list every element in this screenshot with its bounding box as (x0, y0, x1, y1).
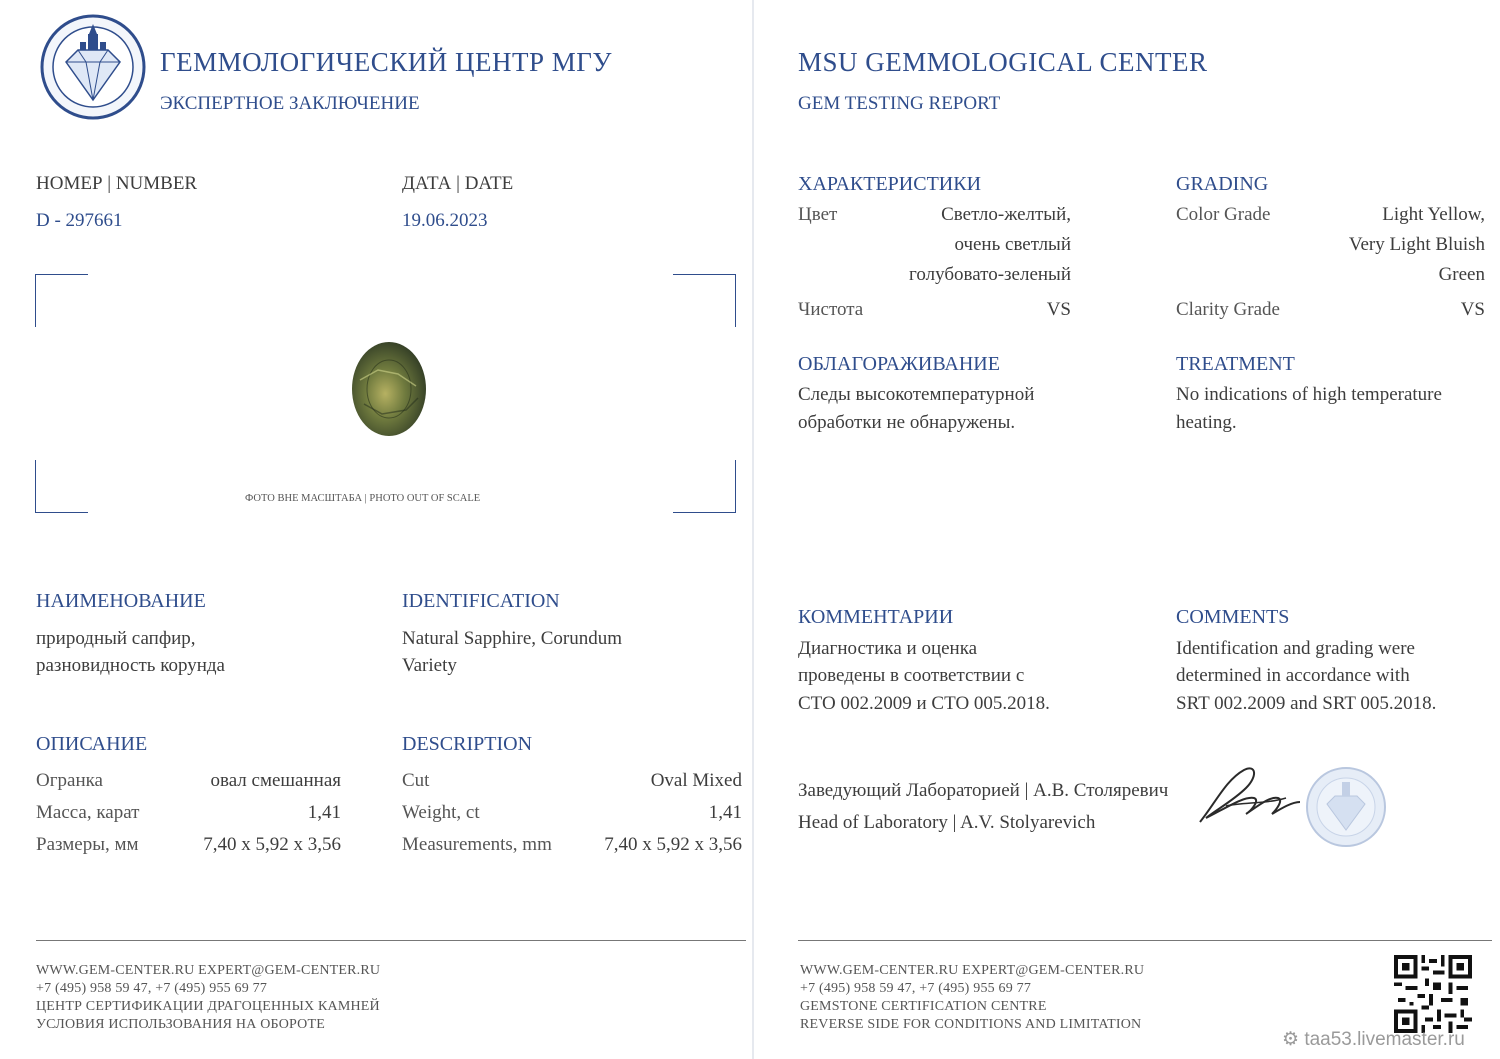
clarity-label-ru: Чистота (798, 299, 864, 320)
photo-frame-corner-tr (673, 274, 736, 327)
desc-ru-value: 1,41 (307, 802, 341, 823)
org-title-en: MSU GEMMOLOGICAL CENTER (798, 47, 1208, 77)
color-label-ru: Цвет (798, 204, 838, 225)
treatment-ru-line2: обработки не обнаружены. (798, 412, 1016, 433)
desc-en-label: Cut (402, 770, 430, 791)
desc-en-value: 7,40 x 5,92 x 3,56 (604, 834, 742, 855)
treatment-ru-heading: ОБЛАГОРАЖИВАНИЕ (798, 353, 1000, 375)
watermark-text: taa53.livemaster.ru (1304, 1029, 1465, 1050)
signature-ru: Заведующий Лабораторией | А.В. Столяревич (798, 780, 1169, 801)
desc-en-value: 1,41 (708, 802, 742, 823)
gemstone-photo (350, 340, 428, 443)
desc-ru-label: Масса, карат (36, 802, 140, 823)
treatment-en-heading: TREATMENT (1176, 353, 1295, 375)
footer-right-contacts: WWW.GEM-CENTER.RU EXPERT@GEM-CENTER.RU (800, 963, 1145, 978)
naming-en-line1: Natural Sapphire, Corundum (402, 628, 623, 649)
naming-ru-heading: НАИМЕНОВАНИЕ (36, 590, 206, 612)
desc-ru-value: 7,40 x 5,92 x 3,56 (203, 834, 341, 855)
desc-ru-label: Размеры, мм (36, 834, 139, 855)
date-value: 19.06.2023 (402, 210, 488, 231)
desc-ru-value: овал смешанная (210, 770, 341, 791)
photo-frame-corner-tl (35, 274, 88, 327)
comments-ru-line3: СТО 002.2009 и СТО 005.2018. (798, 693, 1050, 714)
desc-en-label: Weight, ct (402, 802, 480, 823)
color-label-en: Color Grade (1176, 204, 1271, 225)
footer-right-terms: REVERSE SIDE FOR CONDITIONS AND LIMITATION (800, 1017, 1142, 1032)
naming-ru-line1: природный сапфир, (36, 628, 196, 649)
msu-logo-seal (38, 14, 148, 120)
comments-ru-heading: КОММЕНТАРИИ (798, 606, 954, 628)
footer-right-centre: GEMSTONE CERTIFICATION CENTRE (800, 999, 1047, 1014)
comments-en-heading: COMMENTS (1176, 606, 1290, 628)
clarity-value-en: VS (1460, 299, 1485, 320)
photo-caption: ФОТО ВНЕ МАСШТАБА | PHOTO OUT OF SCALE (245, 493, 481, 504)
footer-left-phones: +7 (495) 958 59 47, +7 (495) 955 69 77 (36, 981, 268, 996)
number-label: НОМЕР | NUMBER (36, 173, 198, 194)
treatment-en-line2: heating. (1176, 412, 1237, 433)
treatment-ru-line1: Следы высокотемпературной (798, 384, 1035, 405)
color-value-en: Green (1438, 264, 1485, 285)
handwritten-signature (1196, 762, 1306, 835)
desc-en-value: Oval Mixed (650, 770, 742, 791)
footer-divider-left (36, 940, 746, 941)
color-value-ru: Светло-желтый, (941, 204, 1071, 225)
photo-frame-corner-bl (35, 460, 88, 513)
footer-left-terms: УСЛОВИЯ ИСПОЛЬЗОВАНИЯ НА ОБОРОТЕ (36, 1017, 325, 1032)
grading-en-heading: GRADING (1176, 173, 1269, 195)
footer-left-contacts: WWW.GEM-CENTER.RU EXPERT@GEM-CENTER.RU (36, 963, 381, 978)
color-value-en: Light Yellow, (1382, 204, 1485, 225)
comments-en-line2: determined in accordance with (1176, 665, 1410, 686)
color-value-ru: голубовато-зеленый (909, 264, 1071, 285)
desc-ru-heading: ОПИСАНИЕ (36, 733, 148, 755)
lab-stamp-seal (1305, 766, 1387, 853)
footer-right-phones: +7 (495) 958 59 47, +7 (495) 955 69 77 (800, 981, 1032, 996)
naming-en-line2: Variety (402, 655, 457, 676)
report-title-ru: ЭКСПЕРТНОЕ ЗАКЛЮЧЕНИЕ (160, 93, 420, 114)
grading-ru-heading: ХАРАКТЕРИСТИКИ (798, 173, 982, 195)
comments-en-line1: Identification and grading were (1176, 638, 1415, 659)
naming-ru-line2: разновидность корунда (36, 655, 225, 676)
photo-frame-corner-br (673, 460, 736, 513)
treatment-en-line1: No indications of high temperature (1176, 384, 1442, 405)
desc-en-label: Measurements, mm (402, 834, 552, 855)
color-value-en: Very Light Bluish (1348, 234, 1485, 255)
naming-en-heading: IDENTIFICATION (402, 590, 560, 612)
org-title-ru: ГЕММОЛОГИЧЕСКИЙ ЦЕНТР МГУ (160, 47, 612, 77)
page-fold (752, 0, 754, 1059)
desc-ru-label: Огранка (36, 770, 103, 791)
clarity-label-en: Clarity Grade (1176, 299, 1280, 320)
footer-divider-right (798, 940, 1492, 941)
clarity-value-ru: VS (1046, 299, 1071, 320)
number-value: D - 297661 (36, 210, 123, 231)
signature-en: Head of Laboratory | A.V. Stolyarevich (798, 812, 1096, 833)
footer-left-centre: ЦЕНТР СЕРТИФИКАЦИИ ДРАГОЦЕННЫХ КАМНЕЙ (36, 999, 380, 1014)
comments-en-line3: SRT 002.2009 and SRT 005.2018. (1176, 693, 1437, 714)
gear-icon: ⚙ (1282, 1029, 1300, 1050)
color-value-ru: очень светлый (954, 234, 1071, 255)
desc-en-heading: DESCRIPTION (402, 733, 533, 755)
watermark (1282, 1028, 1465, 1051)
report-title-en: GEM TESTING REPORT (798, 93, 1001, 114)
qr-code[interactable] (1393, 955, 1473, 1038)
date-label: ДАТА | DATE (402, 173, 514, 194)
comments-ru-line2: проведены в соответствии с (798, 665, 1025, 686)
comments-ru-line1: Диагностика и оценка (798, 638, 978, 659)
